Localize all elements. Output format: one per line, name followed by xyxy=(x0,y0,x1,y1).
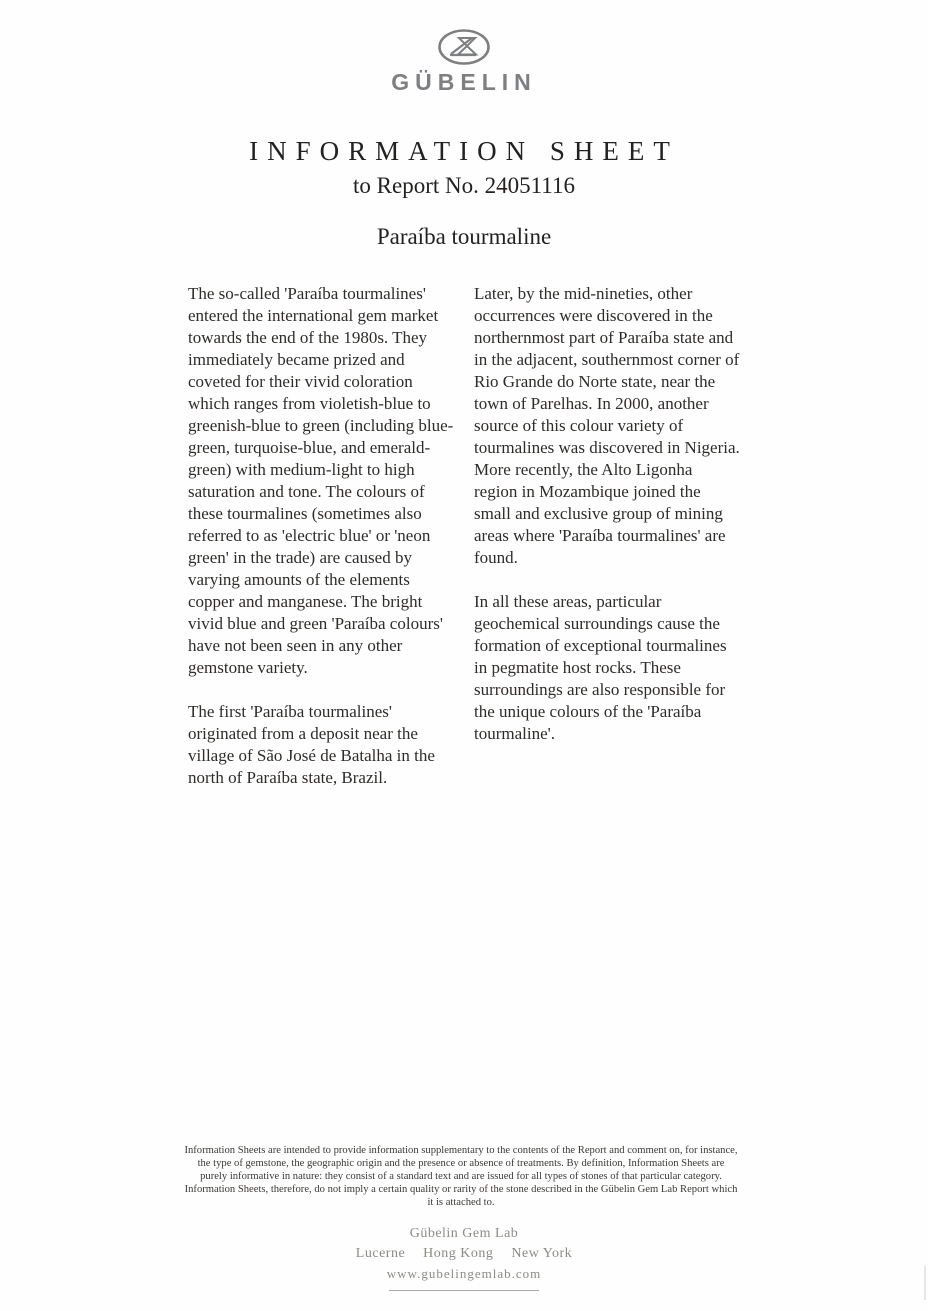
brand-wordmark: GÜBELIN xyxy=(391,69,537,95)
brand-header xyxy=(0,27,928,96)
gubelin-emblem-icon xyxy=(436,27,492,67)
footer xyxy=(0,1226,928,1291)
left-column xyxy=(188,283,454,811)
scan-artifact xyxy=(924,1266,926,1300)
footer-location: Hong Kong xyxy=(423,1246,494,1261)
right-column xyxy=(474,283,740,811)
paragraph: Later, by the mid-nineties, other occurrences were discovered in the northernmost part of Paraíba state and in the adjacent, southernmost corner of Rio Grande do Norte state, near the town of Parelhas. In 2000, another source of this colour variety of tourmalines was discovered in Nigeria. More recently, the Alto Ligonha region in Mozambique joined the small and exclusive group of mining areas where 'Paraíba tourmalines' are found. xyxy=(474,284,740,567)
footer-website: www.gubelingemlab.com xyxy=(386,1266,542,1281)
gem-name-title: Paraíba tourmaline xyxy=(376,224,552,249)
title-block xyxy=(0,136,928,199)
paragraph: The first 'Paraíba tourmalines' originated from a deposit near the village of São José de Batalha in the north of Paraíba state, Brazil. xyxy=(188,702,435,787)
disclaimer-text: Information Sheets are intended to provide information supplementary to the contents of the Report and comment on, for instance, the type of gemstone, the geographic origin and the presence or absence of treatments. By definition, Information Sheets are purely informative in nature: they consist of a standard text and are issued for all types of stones of that particular category. Information Sheets, therefore, do not imply a certain quality or rarity of the stone described in the Gübelin Gem Lab Report which it is attached to. xyxy=(184,1145,738,1208)
report-number-line: to Report No. 24051116 xyxy=(353,173,575,198)
footer-lab-name: Gübelin Gem Lab xyxy=(409,1226,519,1241)
footer-locations xyxy=(0,1246,928,1262)
paragraph: The so-called 'Paraíba tourmalines' entered the international gem market towards the end of the 1980s. They immediately became prized and coveted for their vivid coloration which ranges from violetish-blue to greenish-blue to green (including blue-green, turquoise-blue, and emerald-green) with medium-light to high saturation and tone. The colours of these tourmalines (sometimes also referred to as 'electric blue' or 'neon green' in the trade) are caused by varying amounts of the elements copper and manganese. The bright vivid blue and green 'Paraíba colours' have not been seen in any other gemstone variety. xyxy=(188,284,454,677)
paragraph: In all these areas, particular geochemical surroundings cause the formation of exceptional tourmalines in pegmatite host rocks. These surroundings are also responsible for the unique colours of the 'Paraíba tourmaline'. xyxy=(474,592,727,743)
page-title: INFORMATION SHEET xyxy=(249,136,679,166)
footer-location: New York xyxy=(511,1246,573,1261)
footer-location: Lucerne xyxy=(355,1246,406,1261)
footer-rule xyxy=(389,1290,539,1291)
body-text xyxy=(188,283,740,811)
